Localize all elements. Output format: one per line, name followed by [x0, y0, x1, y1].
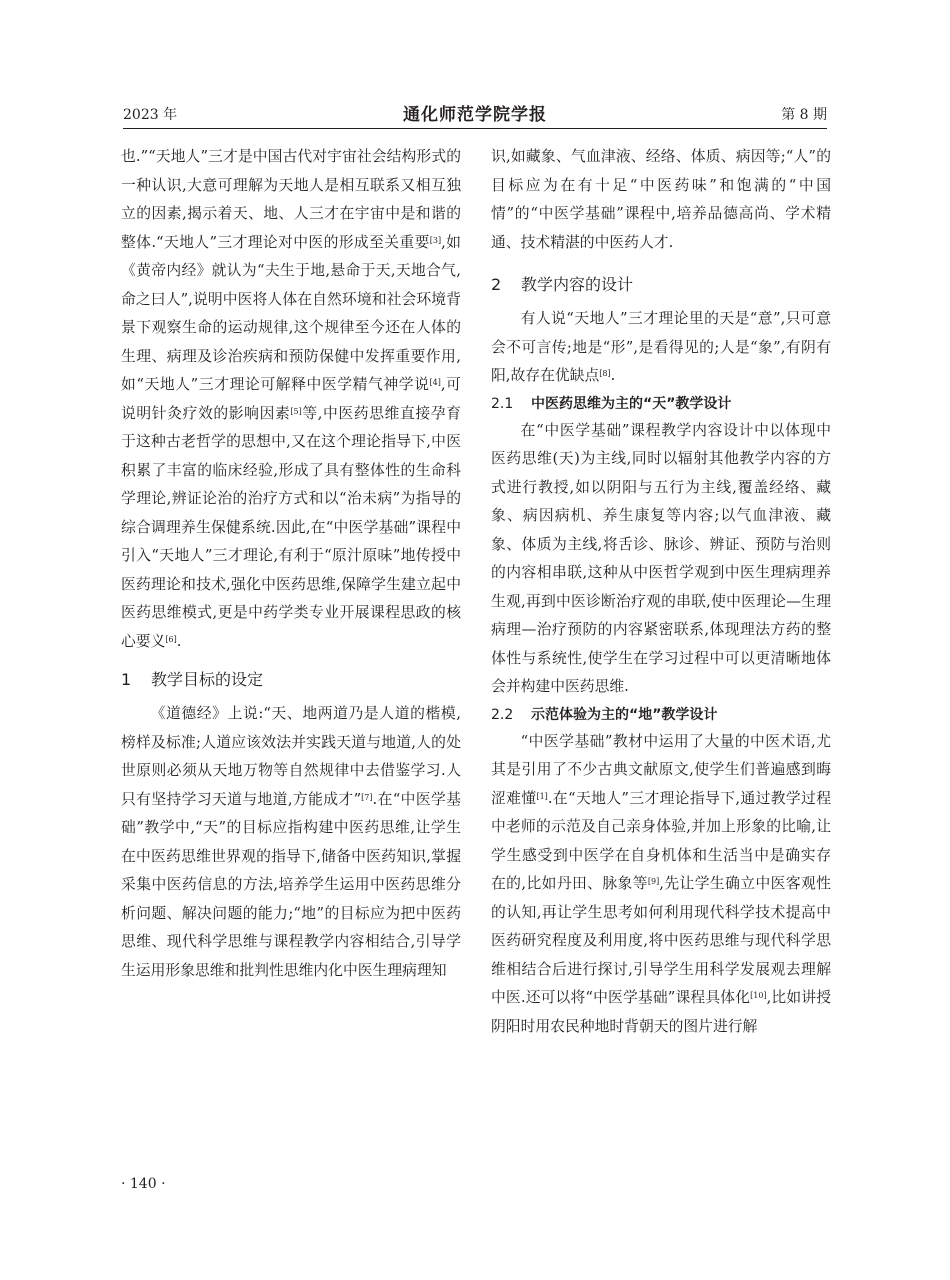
left-column: [121, 143, 461, 985]
section-2-1-heading: 2.1 中医药思维为主的“天”教学设计: [491, 395, 732, 412]
paragraph-goals-continued: 识,如藏象、气血津液、经络、体质、病因等;“人”的目标应为在有十足“中医药味”和饱满的“中国情”的“中医学基础”课程中,培养品德高尚、学术精通、技术精湛的中医药人才.: [491, 148, 831, 251]
section-2-heading: 2 教学内容的设计: [491, 275, 634, 294]
paragraph-teaching-goals: 《道德经》上说:“天、地两道乃是人道的楷模,榜样及标准;人道应该效法并实践天道与地道,人的处世原则必须从天地万物等自然规律中去借鉴学习.人只有坚持学习天道与地道,方能成才”[7].在“中医学基础”教学中,“天”的目标应指构建中医药思维,让学生在中医药思维世界观的指导下,储备中医药知识,掌握采集中医药信息的方法,培养学生运用中医药思维分析问题、解决问题的能力;“地”的目标应为把中医药思维、现代科学思维与课程教学内容相结合,引导学生运用形象思维和批判性思维内化中医生理病理知: [121, 705, 461, 979]
header-rule: [123, 128, 827, 129]
page-number: · 140 ·: [121, 1176, 166, 1192]
section-1-heading: 1 教学目标的设定: [121, 670, 264, 689]
section-2-2-heading: 2.2 示范体验为主的“地”教学设计: [491, 706, 718, 723]
journal-title: 通化师范学院学报: [403, 105, 547, 125]
paragraph-intro-continued: 也.”“天地人”三才是中国古代对宇宙社会结构形式的一种认识,大意可理解为天地人是相互联系又相互独立的因素,揭示着天、地、人三才在宇宙中是和谐的整体.“天地人”三才理论对中医的形成至关重要[3],如《黄帝内经》就认为“夫生于地,悬命于天,天地合气,命之曰人”,说明中医将人体在自然环境和社会环境背景下观察生命的运动规律,这个规律至今还在人体的生理、病理及诊治疾病和预防保健中发挥重要作用,如“天地人”三才理论可解释中医学精气神学说[4],可说明针灸疗效的影响因素[5]等,中医药思维直接孕育于这种古老哲学的思想中,又在这个理论指导下,中医积累了丰富的临床经验,形成了具有整体性的生命科学理论,辨证论治的治疗方式和以“治未病”为指导的综合调理养生保健系统.因此,在“中医学基础”课程中引入“天地人”三才理论,有利于“原汁原味”地传授中医药理论和技术,强化中医药思维,保障学生建立起中医药思维模式,更是中药学类专业开展课程思政的核心要义[6].: [121, 148, 461, 650]
right-column: [491, 143, 831, 1041]
paragraph-di-design: “中医学基础”教材中运用了大量的中医术语,尤其是引用了不少古典文献原文,使学生们普遍感到晦涩难懂[1].在“天地人”三才理论指导下,通过教学过程中老师的示范及自己亲身体验,并加上形象的比喻,让学生感受到中医学在自身机体和生活当中是确实存在的,比如丹田、脉象等[9],先让学生确立中医客观性的认知,再让学生思考如何利用现代科学技术提高中医药研究程度及利用度,将中医药思维与现代科学思维相结合后进行探讨,引导学生用科学发展观去理解中医.还可以将“中医学基础”课程具体化[10],比如讲授阴阳时用农民种地时背朝天的图片进行解: [491, 732, 831, 1035]
running-header: [123, 100, 827, 126]
header-year: 2023 年: [123, 107, 178, 123]
header-issue: 第 8 期: [781, 107, 827, 123]
paragraph-tian-design: 在“中医学基础”课程教学内容设计中以体现中医药思维(天)为主线,同时以辐射其他教学内容的方式进行教授,如以阴阳与五行为主线,覆盖经络、藏象、病因病机、养生康复等内容;以气血津液、藏象、体质为主线,将舌诊、脉诊、辨证、预防与治则的内容相串联,这种从中医哲学观到中医生理病理养生观,再到中医诊断治疗观的串联,使中医理论—生理病理—治疗预防的内容紧密联系,体现理法方药的整体性与系统性,使学生在学习过程中可以更清晰地体会并构建中医药思维.: [491, 421, 831, 695]
paragraph-content-design: 有人说“天地人”三才理论里的天是“意”,只可意会不可言传;地是“形”,是看得见的;人是“象”,有阴有阳,故存在优缺点[8].: [491, 310, 831, 384]
